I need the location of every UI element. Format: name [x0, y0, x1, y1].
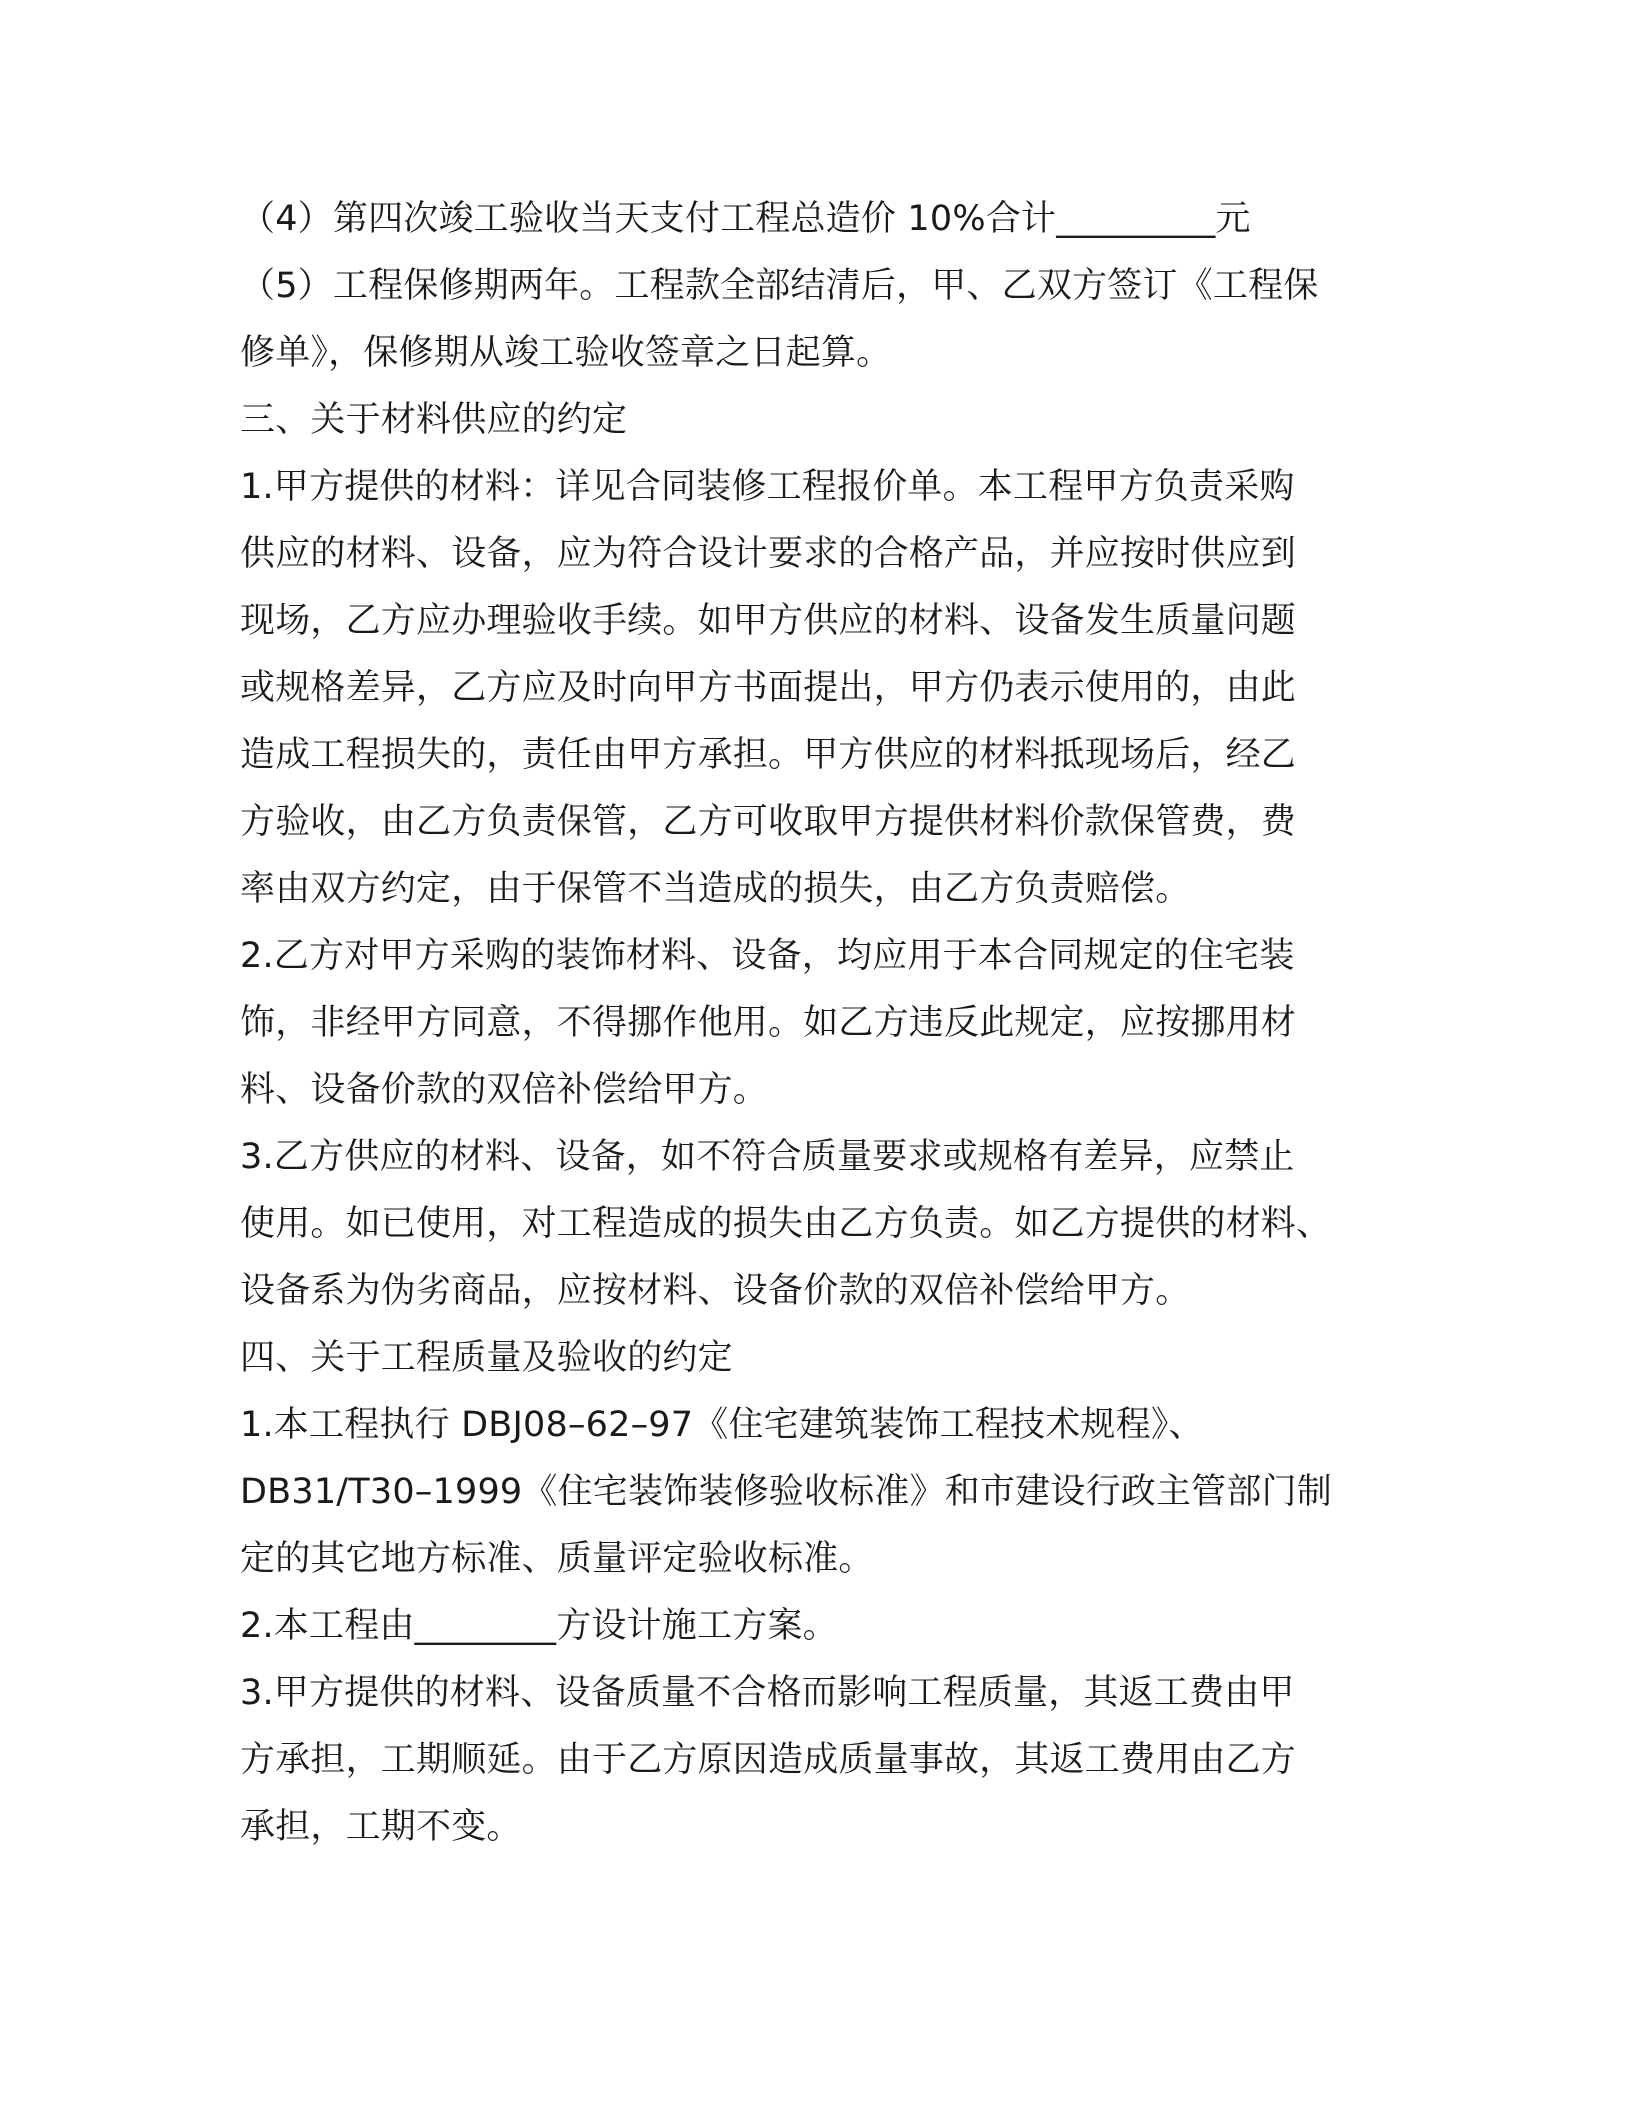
- text-line: 或规格差异，乙方应及时向甲方书面提出，甲方仍表示使用的，由此: [240, 668, 1297, 708]
- text-line: 使用。如已使用，对工程造成的损失由乙方负责。如乙方提供的材料、: [240, 1204, 1332, 1244]
- text-line: 方承担，工期顺延。由于乙方原因造成质量事故，其返工费用由乙方: [240, 1740, 1297, 1780]
- text-line: 2.本工程由________方设计施工方案。: [240, 1606, 838, 1646]
- text-line: 3.乙方供应的材料、设备，如不符合质量要求或规格有差异，应禁止: [240, 1137, 1295, 1177]
- text-line: 3.甲方提供的材料、设备质量不合格而影响工程质量，其返工费由甲: [240, 1673, 1295, 1713]
- text-line: 1.甲方提供的材料：详见合同装修工程报价单。本工程甲方负责采购: [240, 467, 1295, 507]
- text-line: 料、设备价款的双倍补偿给甲方。: [240, 1070, 769, 1110]
- text-line: （5）工程保修期两年。工程款全部结清后，甲、乙双方签订《工程保: [240, 266, 1319, 306]
- text-line: 承担，工期不变。: [240, 1807, 522, 1847]
- text-line: 饰，非经甲方同意，不得挪作他用。如乙方违反此规定，应按挪用材: [240, 1003, 1297, 1043]
- text-line: 定的其它地方标准、质量评定验收标准。: [240, 1539, 874, 1579]
- text-line: 供应的材料、设备，应为符合设计要求的合格产品，并应按时供应到: [240, 534, 1297, 574]
- document-body: [240, 186, 1390, 1861]
- text-line: 方验收，由乙方负责保管，乙方可收取甲方提供材料价款保管费，费: [240, 802, 1297, 842]
- text-line: （4）第四次竣工验收当天支付工程总造价 10%合计_________元: [240, 199, 1251, 239]
- text-line: 设备系为伪劣商品，应按材料、设备价款的双倍补偿给甲方。: [240, 1271, 1191, 1311]
- text-line: DB31/T30–1999《住宅装饰装修验收标准》和市建设行政主管部门制: [240, 1472, 1332, 1512]
- section-heading: 三、关于材料供应的约定: [240, 400, 628, 440]
- text-line: 率由双方约定，由于保管不当造成的损失，由乙方负责赔偿。: [240, 869, 1191, 909]
- text-line: 修单》，保修期从竣工验收签章之日起算。: [240, 333, 892, 373]
- text-line: 2.乙方对甲方采购的装饰材料、设备，均应用于本合同规定的住宅装: [240, 936, 1295, 976]
- section-heading: 四、关于工程质量及验收的约定: [240, 1338, 733, 1378]
- text-line: 造成工程损失的，责任由甲方承担。甲方供应的材料抵现场后，经乙: [240, 735, 1297, 775]
- text-line: 现场，乙方应办理验收手续。如甲方供应的材料、设备发生质量问题: [240, 601, 1297, 641]
- text-line: 1.本工程执行 DBJ08–62–97《住宅建筑装饰工程技术规程》、: [240, 1405, 1204, 1445]
